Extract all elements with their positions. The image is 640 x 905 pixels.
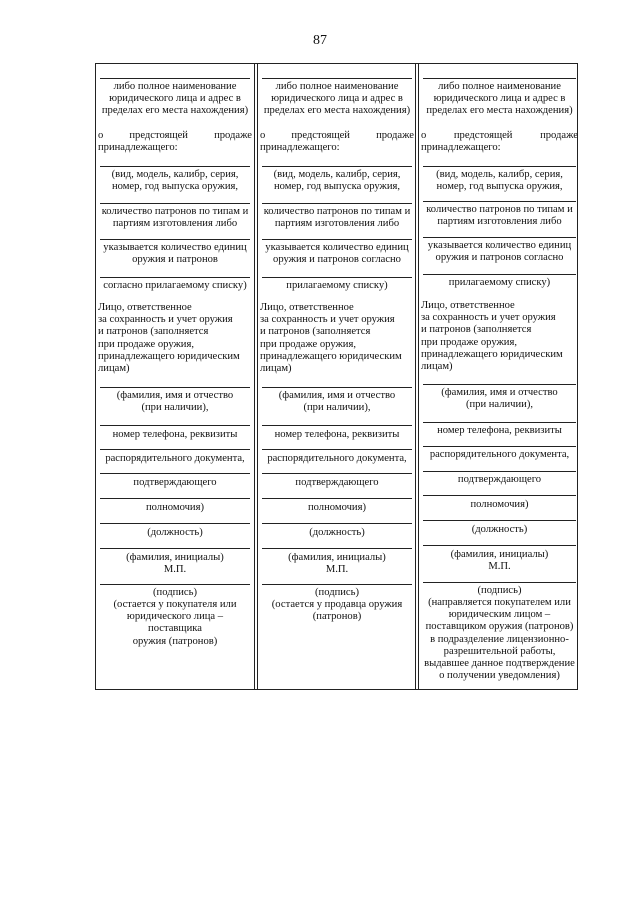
initials-caption: (фамилия, инициалы) (126, 552, 224, 563)
fill-line (262, 203, 412, 204)
authority-caption: полномочия) (145, 502, 204, 513)
fio-caption: (фамилия, имя и отчество (при наличии), (278, 390, 396, 414)
stamp-mark: М.П. (325, 564, 349, 575)
fill-line (423, 545, 576, 546)
fio-caption: (фамилия, имя и отчество (при наличии), (441, 387, 558, 411)
position-caption: (должность) (309, 527, 365, 538)
belonging-label: принадлежащего: (98, 142, 178, 153)
authority-caption: полномочия) (470, 499, 529, 510)
fill-line (262, 387, 412, 388)
order-caption: распорядительного документа, (267, 453, 407, 464)
stamp-mark: М.П. (488, 561, 511, 572)
fill-line (262, 473, 412, 474)
fill-line (100, 78, 250, 79)
fill-line (423, 274, 576, 275)
destination-caption: (направляется покупателем или юридическим лицом – поставщиком оружия (патронов) в подразделение лицензионно- разрешительной работы, выдавшее данное подтверждение о получении уведомления) (424, 597, 575, 682)
org-caption: либо полное наименование юридического лица и адрес в пределах его места нахождения) (263, 81, 411, 117)
fill-line (423, 201, 576, 202)
fill-line (100, 523, 250, 524)
destination-caption: (остается у продавца оружия (патронов) (271, 599, 403, 623)
org-caption: либо полное наименование юридического лица и адрес в пределах его места нахождения) (101, 81, 249, 117)
confirming-caption: подтверждающего (133, 477, 217, 488)
fill-line (262, 277, 412, 278)
sale-line: о предстоящей продаже (98, 130, 252, 141)
signature-caption: (подпись) (315, 587, 359, 598)
list-caption: прилагаемому списку) (448, 277, 551, 288)
sale-line: о предстоящей продаже (421, 130, 578, 141)
order-caption: распорядительного документа, (429, 449, 570, 460)
authority-caption: полномочия) (307, 502, 366, 513)
signature-caption: (подпись) (153, 587, 197, 598)
fill-line (100, 166, 250, 167)
fill-line (423, 520, 576, 521)
list-caption: согласно прилагаемому списку) (103, 280, 247, 291)
fill-line (423, 495, 576, 496)
fill-line (100, 584, 250, 585)
org-caption: либо полное наименование юридического лица и адрес в пределах его места нахождения) (426, 81, 573, 117)
phone-caption: номер телефона, реквизиты (274, 429, 400, 440)
weapon-caption: (вид, модель, калибр, серия, номер, год выпуска оружия, (436, 169, 563, 193)
fill-line (423, 237, 576, 238)
fill-line (100, 498, 250, 499)
phone-caption: номер телефона, реквизиты (112, 429, 238, 440)
fill-line (262, 78, 412, 79)
phone-caption: номер телефона, реквизиты (437, 425, 562, 436)
initials-caption: (фамилия, инициалы) (450, 549, 549, 560)
notification-table (95, 63, 578, 690)
cartridges-caption: количество патронов по типам и партиям изготовления либо (263, 206, 411, 230)
confirming-caption: подтверждающего (457, 474, 542, 485)
fill-line (100, 203, 250, 204)
fill-line (262, 239, 412, 240)
responsible-text: Лицо, ответственное за сохранность и учет оружия и патронов (заполняется при продаже оружия, принадлежащего юридическим лицам) (260, 302, 402, 375)
fill-line (423, 471, 576, 472)
position-caption: (должность) (471, 524, 528, 535)
destination-caption: (остается у покупателя или юридического лица – поставщика оружия (патронов) (113, 599, 237, 647)
list-caption: прилагаемому списку) (286, 280, 388, 291)
belonging-label: принадлежащего: (260, 142, 340, 153)
fill-line (262, 449, 412, 450)
stamp-mark: М.П. (163, 564, 187, 575)
fill-line (100, 548, 250, 549)
fill-line (100, 239, 250, 240)
fill-line (100, 277, 250, 278)
fill-line (262, 166, 412, 167)
confirming-caption: подтверждающего (295, 477, 379, 488)
order-caption: распорядительного документа, (105, 453, 245, 464)
fill-line (262, 584, 412, 585)
belonging-label: принадлежащего: (421, 142, 501, 153)
responsible-text: Лицо, ответственное за сохранность и учет оружия и патронов (заполняется при продаже оружия, принадлежащего юридическим лицам) (98, 302, 240, 375)
initials-caption: (фамилия, инициалы) (288, 552, 386, 563)
units-caption: указывается количество единиц оружия и патронов (103, 242, 247, 266)
signature-caption: (подпись) (477, 585, 522, 596)
column-seller (257, 64, 416, 689)
cartridges-caption: количество патронов по типам и партиям изготовления либо (101, 206, 249, 230)
weapon-caption: (вид, модель, калибр, серия, номер, год выпуска оружия, (111, 169, 239, 193)
responsible-text: Лицо, ответственное за сохранность и учет оружия и патронов (заполняется при продаже оружия, принадлежащего юридическим лицам) (421, 300, 563, 373)
fill-line (262, 498, 412, 499)
fill-line (423, 166, 576, 167)
units-caption: указывается количество единиц оружия и патронов согласно (265, 242, 409, 266)
fill-line (262, 425, 412, 426)
cartridges-caption: количество патронов по типам и партиям изготовления либо (426, 204, 573, 228)
fill-line (423, 78, 576, 79)
weapon-caption: (вид, модель, калибр, серия, номер, год выпуска оружия, (273, 169, 401, 193)
column-licensing (418, 64, 580, 689)
position-caption: (должность) (147, 527, 203, 538)
fill-line (100, 449, 250, 450)
column-buyer (96, 64, 254, 689)
fill-line (423, 582, 576, 583)
units-caption: указывается количество единиц оружия и патронов согласно (427, 240, 572, 264)
fill-line (423, 384, 576, 385)
fill-line (100, 473, 250, 474)
fio-caption: (фамилия, имя и отчество (при наличии), (116, 390, 234, 414)
page-number: 87 (313, 33, 327, 48)
fill-line (100, 387, 250, 388)
sale-line: о предстоящей продаже (260, 130, 414, 141)
fill-line (423, 422, 576, 423)
fill-line (262, 548, 412, 549)
fill-line (262, 523, 412, 524)
fill-line (423, 446, 576, 447)
fill-line (100, 425, 250, 426)
